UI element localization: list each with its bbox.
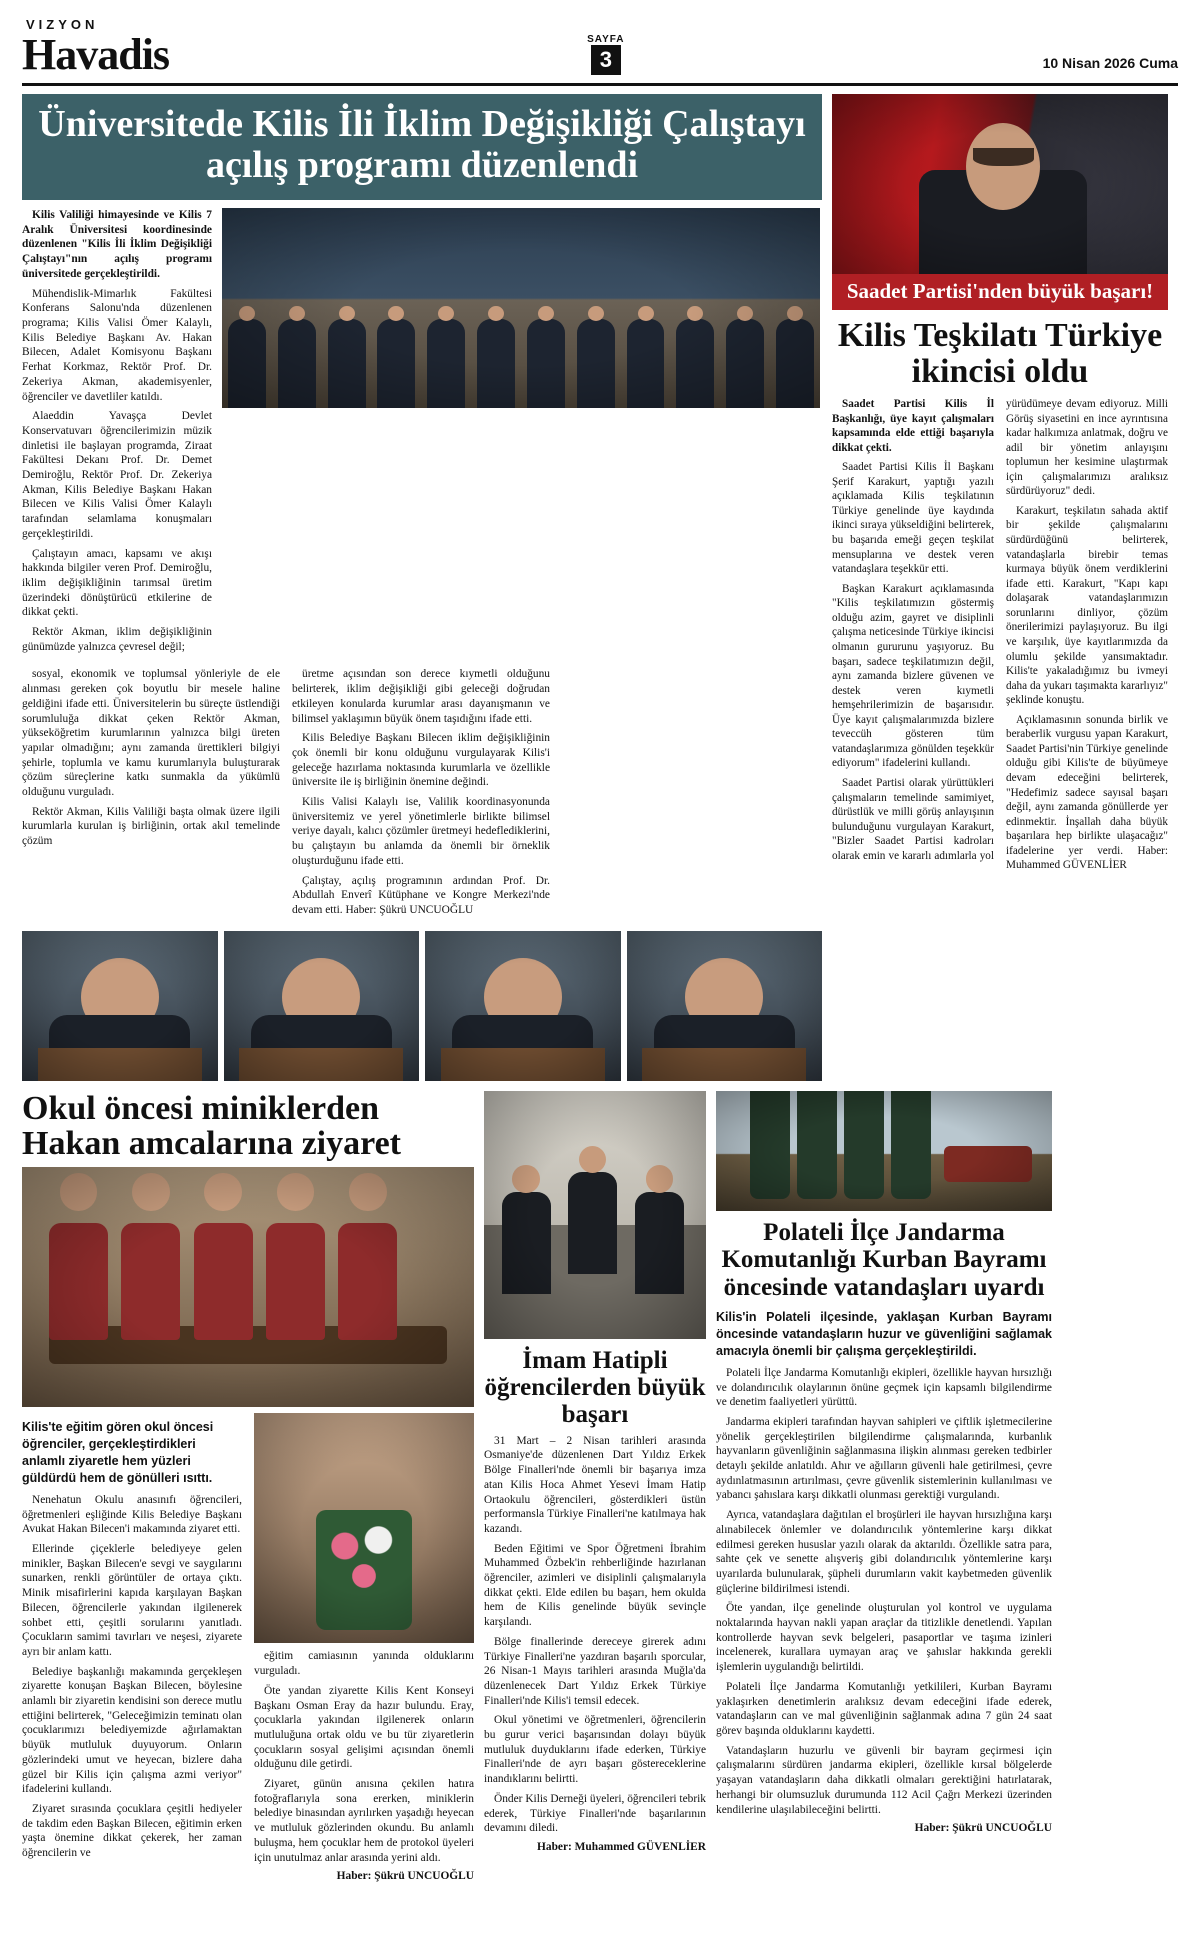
body-paragraph: Bölge finallerinde dereceye girerek adını Türkiye Finalleri'ne yazdıran başarılı sporcular, 26 Nisan-1 Mayıs tarihleri arasında Muğla'da düzenlenecek Dart Yıldız Erkek Türkiye Finalleri'nde Kilis'i temsil edecek.	[484, 1635, 706, 1707]
article-col-3-spacer	[562, 667, 820, 922]
body-paragraph: Çalıştay, açılış programının ardından Prof. Dr. Abdullah Enverî Kütüphane ve Kongre Merkezi'nde devam etti. Haber: Şükrü UNCUOĞLU	[292, 874, 550, 916]
imam-hatip-headline: İmam Hatipli öğrencilerden büyük başarı	[484, 1346, 706, 1428]
speaker-photo	[224, 931, 420, 1081]
body-paragraph: Saadet Partisi Kilis İl Başkanlığı, üye kayıt çalışmaları kapsamında elde ettiği başarıyla dikkat çekti.	[832, 397, 994, 454]
okul-oncesi-col-2	[254, 1413, 474, 1893]
main-article-columns	[22, 667, 822, 922]
article-col-2	[292, 667, 550, 922]
polateli-body	[716, 1309, 1052, 1834]
logo-main-text: Havadis	[22, 30, 170, 79]
body-paragraph: Saadet Partisi Kilis İl Başkanı Şerif Karakurt, yaptığı yazılı açıklamada Kilis teşkilatının Türkiye genelinde üye kaydında ikinci sıraya yükseldiğini belirterek, bu başarıda emeği geçen teşkilat mensuplarına ve destek veren vatandaşlara teşekkür etti.	[832, 461, 994, 576]
okul-oncesi-photo	[22, 1167, 474, 1407]
body-paragraph: Kilis Belediye Başkanı Bilecen iklim değişikliğinin çok önemli bir konu olduğunu vurgulayarak Kilis'i geleceğe hazırlama noktasında kurumlarla ve özellikle üniversite ile iş birliğinin önemine değindi.	[292, 732, 550, 789]
body-paragraph: Ellerinde çiçeklerle belediyeye gelen minikler, Başkan Bilecen'e sevgi ve saygılarını sunarken, renkli görüntüler de ortaya çıktı. Minik misafirlerini kapıda karşılayan Başkan Bilecen, öğrencilerle yakından ilgilenerek sohbet etti, çeşitli sorularını yanıtladı. Çocukların samimi tavırları ve neşesi, ziyarete ayrı bir anlam kattı.	[22, 1543, 242, 1658]
page-content	[22, 94, 1178, 1081]
body-paragraph: Kilis Valisi Kalaylı ise, Valilik koordinasyonunda üniversitemiz ve yerel yönetimlerle birlikte bilimsel veriye dayalı, kalıcı çözümler üretmeyi hedeflediklerini, bu çalıştayın bu anlamda da önemli bir örneklik oluşturduğunu ifade etti.	[292, 796, 550, 867]
body-paragraph: Ziyaret sırasında çocuklara çeşitli hediyeler de takdim eden Başkan Bilecen, eğitimin erken yaşta önemine dikkat çekerek, her zaman öğrencilerin ve	[22, 1802, 242, 1860]
main-article-photo	[222, 208, 820, 408]
okul-oncesi-kicker: Kilis'te eğitim gören okul öncesi öğrenciler, gerçekleştirdikleri anlamlı ziyaretle hem yüzleri güldürdü hem de gönülleri ısıttı.	[22, 1420, 214, 1486]
article-source: Haber: Muhammed GÜVENLİER	[537, 1840, 706, 1853]
body-paragraph: Polateli İlçe Jandarma Komutanlığı ekipleri, özellikle hayvan hırsızlığı ve dolandırıcılık olaylarının önüne geçmek için kapsamlı bilgilendirme ve denetim faaliyetleri yürüttü.	[716, 1366, 1052, 1409]
okul-oncesi-article	[22, 1091, 474, 1894]
publication-date: 10 Nisan 2026 Cuma	[1042, 55, 1178, 71]
speaker-photo-strip	[22, 931, 822, 1081]
left-column	[22, 94, 822, 1081]
polateli-article	[716, 1091, 1052, 1894]
saadet-body	[832, 397, 1168, 873]
speaker-photo	[425, 931, 621, 1081]
saadet-red-band: Saadet Partisi'nden büyük başarı!	[832, 274, 1168, 310]
body-paragraph: Karakurt, teşkilatın sahada aktif bir şekilde çalışmalarını sürdürdüğünü belirterek, vatandaşlarla birebir temas kurmaya büyük önem verdiklerini ifade etti. Karakurt, "Kapı kapı dolaşarak vatandaşlarımızın sorunlarını dinliyor, çözüm önerilerimizi paylaşıyoruz. Bu ilgi ve karşılık, üye kayıtlarımızda da olumlu şekilde yansımaktadır. Kilis'te yakaladığımız bu ivmeyi daha da yukarı taşımakta kararlıyız" şeklinde konuştu.	[1006, 504, 1168, 707]
body-paragraph: Nenehatun Okulu anasınıfı öğrencileri, öğretmenleri eşliğinde Kilis Belediye Başkanı Avukat Hakan Bilecen'i makamında ziyaret etti.	[22, 1493, 242, 1536]
page-number-block	[587, 34, 624, 75]
body-paragraph: Önder Kilis Derneği üyeleri, öğrencileri tebrik ederek, Türkiye Finalleri'nde başarılarının devamını diledi.	[484, 1792, 706, 1835]
lower-section	[22, 1091, 1178, 1894]
lead-text-column	[22, 208, 212, 659]
body-paragraph: Saadet Partisi olarak yürüttükleri çalışmaların temelinde samimiyet, dürüstlük ve milli görüş anlayışının bulunduğunu vurgulayan Karakurt, "Bizler Saadet Partisi kadroları olarak emin ve kararlı adımlarla yol yürüdümeye devam ediyoruz. Milli Görüş siyasetini en ince ayrıntısına kadar halkımıza anlatmak, doğru ve adil bir yönetim anlayışını toplumun her kesimine ulaştırmak için çalışmalarımızı aralıksız sürdürüyoruz" dedi.	[832, 397, 1168, 862]
polateli-kicker: Kilis'in Polateli ilçesinde, yaklaşan Kurban Bayramı öncesinde vatandaşların huzur ve güvenliğini sağlamak amacıyla önemli bir çalışma gerçekleştirildi.	[716, 1310, 1052, 1358]
body-paragraph: Başkan Karakurt açıklamasında "Kilis teşkilatımızın göstermiş olduğu azim, gayret ve disiplinli çalışma neticesinde Türkiye ikincisi olmanın gururunu yaşıyoruz. Bu başarı, sadece teşkilatımızın değil, aynı zamanda bizlere güvenen ve destek veren kıymetli hemşehrilerimizin de başarısıdır. Üye kayıt çalışmalarımızda bizlere teveccüh gösteren tüm vatandaşlarımıza gönülden teşekkür ediyorum" ifadelerini kullandı.	[832, 582, 994, 770]
lead-paragraph: Alaeddin Yavaşça Devlet Konservatuvarı öğrencilerimizin müzik dinletisi ile başlayan programda, Ziraat Fakültesi Dekanı Prof. Dr. Demet Demiroğlu, Rektör Prof. Dr. Zekeriya Akman, Kilis Belediye Başkanı Hakan Bilecen ve Kilis Valisi Ömer Kalaylı tarafından selamlama konuşmaları gerçekleştirildi.	[22, 410, 212, 540]
page-number-value: 3	[591, 45, 621, 75]
page-number-label: SAYFA	[587, 34, 625, 45]
main-headline: Üniversitede Kilis İli İklim Değişikliği Çalıştayı açılış programı düzenlendi	[22, 94, 822, 200]
lead-paragraph: Mühendislik-Mimarlık Fakültesi Konferans Salonu'nda düzenlenen programa; Kilis Valisi Ömer Kalaylı, Kilis Belediye Başkanı Av. Hakan Bilecen, Adalet Komisyonu Başkanı Ferhat Korkmaz, Rektör Prof. Dr. Zekeriya Akman, akademisyenler, öğrenciler ve davetliler katıldı.	[22, 287, 212, 403]
saadet-headline: Kilis Teşkilatı Türkiye ikincisi oldu	[837, 316, 1163, 391]
lead-paragraph: Çalıştayın amacı, kapsamı ve akışı hakkında bilgiler veren Prof. Demiroğlu, iklim değişikliğinin tarımsal üretim üzerindeki dönüştürücü etkilerine de dikkat çekti.	[22, 547, 212, 619]
body-paragraph: Rektör Akman, Kilis Valiliği başta olmak üzere ilgili kurumlarla kurulan iş birliğinin, ortak akıl temelinde çözüm	[22, 805, 280, 848]
body-paragraph: Öte yandan ziyarette Kilis Kent Konseyi Başkanı Osman Eray da hazır bulundu. Eray, çocuklarla yakından ilgilenerek onların mutluluğuna ortak oldu ve bu tür ziyaretlerin çocukların sosyal gelişimi açısından önemli olduğunu dile getirdi.	[254, 1684, 474, 1771]
newspaper-logo	[22, 18, 169, 77]
imam-hatip-photo	[484, 1091, 706, 1339]
article-source: Haber: Şükrü UNCUOĞLU	[914, 1822, 1052, 1835]
logo-top-text: VIZYON	[26, 17, 99, 32]
article-source: Haber: Şükrü UNCUOĞLU	[336, 1870, 474, 1883]
body-paragraph: Polateli İlçe Jandarma Komutanlığı yetkilileri, Kurban Bayramı yaklaşırken denetimlerin aralıksız devam edeceğini ifade ederek, vatandaşların can ve mal güvenliğinin sağlanmak adına 7 gün 24 saat görev başında olduklarını kaydetti.	[716, 1680, 1052, 1737]
body-paragraph: Okul yönetimi ve öğretmenleri, öğrencilerin bu gurur verici başarısından dolayı büyük mutluluk duyduklarını ifade ederken, Türkiye Finalleri'nde de ayrı başarı göstereceklerine inandıklarını belirtti.	[484, 1714, 706, 1786]
body-paragraph: Açıklamasının sonunda birlik ve beraberlik vurgusu yapan Karakurt, Saadet Partisi'nin Türkiye genelinde olduğu gibi Kilis'te de büyümeye devam edeceğini belirterek, "Hedefimiz sadece sayısal başarı değil, aynı zamanda gönüllerde yer edinmektir. İnşallah daha büyük başarılara hep birlikte ulaşacağız" ifadelerine yer verdi. Haber: Muhammed GÜVENLİER	[1006, 713, 1168, 872]
saadet-portrait-photo	[832, 94, 1168, 274]
masthead	[22, 18, 1178, 86]
lead-row	[22, 208, 822, 659]
body-paragraph: Ziyaret, günün anısına çekilen hatıra fotoğraflarıyla sona ererken, miniklerin belediye binasından ayrılırken yaşadığı heyecan ve mutluluk gözlerinden okundu. Bu anlamlı buluşma, hem çocuklar hem de protokol üyeleri için unutulmaz anlar arasında yerini aldı.	[254, 1778, 474, 1864]
body-paragraph: Belediye başkanlığı makamında gerçekleşen ziyarette konuşan Başkan Bilecen, böylesine anlamlı bir ziyaretin kendisini son derece mutlu ettiğini belirterek, "Geleceğimizin teminatı olan çocuklarımızı belediyemizde ağırlamaktan büyük mutluluk duyuyorum. Onların gözlerindeki umut ve heyecan, bizlere daha güzel bir Kilis için çalışma azmi veriyor" ifadelerini kullandı.	[22, 1665, 242, 1796]
body-paragraph: 31 Mart – 2 Nisan tarihleri arasında Osmaniye'de düzenlenen Dart Yıldız Erkek Bölge Finalleri'nde önemli bir başarıya imza atan Kilis Hoca Ahmet Yesevi İmam Hatip Ortaokulu öğrencileri, gösterdikleri üstün performansla Türkiye Finalleri'ne katılmaya hak kazandı.	[484, 1434, 706, 1535]
polateli-headline: Polateli İlçe Jandarma Komutanlığı Kurban Bayramı öncesinde vatandaşları uyardı	[721, 1218, 1047, 1301]
body-paragraph: Ayrıca, vatandaşlara dağıtılan el broşürleri ile hayvan hırsızlığına karşı alınabilecek önlemler ve dolandırıcılık yöntemlerine karşı dikkat edilmesi gereken hususlar yazılı olarak da aktarıldı. Özellikle satra para, sahte çek ve senette alışveriş gibi dolandırıcılık yöntemlerine karşı uyarılarda bulunularak, şüpheli durumların vakit kaybetmeden güvenlik güçlerine bildirilmesi istendi.	[716, 1509, 1052, 1595]
body-paragraph: Öte yandan, ilçe genelinde oluşturulan yol kontrol ve uygulama noktalarında hayvan nakli yapan araçlar da titizlikle denetlendi. Yapılan kontrollerde hayvan sevk belgeleri, pasaportlar ve taşıma izinleri incelenerek, kurallara uymayan araç ve şahıslar hakkında gerekli işlemlerin uygulandığı belirtildi.	[716, 1602, 1052, 1674]
imam-hatip-article	[484, 1091, 706, 1894]
imam-hatip-body	[484, 1434, 706, 1853]
polateli-photo	[716, 1091, 1052, 1211]
lead-paragraph: Rektör Akman, iklim değişikliğinin günümüzde yalnızca çevresel değil;	[22, 626, 212, 653]
body-paragraph: sosyal, ekonomik ve toplumsal yönleriyle de ele alınması gereken çok boyutlu bir mesele haline geldiğini ifade etti. Üniversitelerin bu süreçte üstlendiği sorumluluğa dikkat çeken Rektör Akman, yükseköğretim kurumlarının yalnızca bilgi üreten yapılar olmadığını; aynı zamanda ürettikleri bilgiyi şehirle, toplumla ve kamu kurumlarıyla buluşturarak çözüm süreçlerine katkı sunmakla da yükümlü olduğunu vurguladı.	[22, 668, 280, 799]
speaker-photo	[627, 931, 823, 1081]
article-col-1	[22, 667, 280, 922]
okul-oncesi-col-1	[22, 1413, 242, 1893]
speaker-photo	[22, 931, 218, 1081]
body-paragraph: Vatandaşların huzurlu ve güvenli bir bayram geçirmesi için çalışmalarını sürdüren jandarma ekipleri, özellikle kırsal bölgelerde yaşayan vatandaşların daha dikkatli olmaları gerektiğini hatırlatarak, herhangi bir olumsuzluk durumunda 112 Acil Çağrı Merkezi üzerinden kendilerine ulaşılabileceğini belirtti.	[716, 1744, 1052, 1816]
right-column	[832, 94, 1168, 1081]
body-paragraph: eğitim camiasının yanında olduklarını vurguladı.	[254, 1650, 474, 1678]
body-paragraph: üretme açısından son derece kıymetli olduğunu belirterek, iklim değişikliği gibi geleceği doğrudan etkileyen konularda kurumlar arası dayanışmanın ve bilimsel yaklaşımın büyük önem taşıdığını ifade etti.	[292, 668, 550, 725]
okul-oncesi-photo-2	[254, 1413, 474, 1643]
body-paragraph: Jandarma ekipleri tarafından hayvan sahipleri ve çiftlik işletmecilerine yönelik gerçekleştirilen bilgilendirme çalışmalarında, kurbanlık hayvanların güvenliğinin sağlanmasına ilişkin alınması gereken tedbirler detaylı şekilde anlatıldı. Ahır ve ağılların güvenli hale getirilmesi, çevre aydınlatmasının artırılması, çevre güvenlik sistemlerinin kullanılması ve yabancı şahıslara karşı dikkatli olunması gerektiği vurgulandı.	[716, 1415, 1052, 1502]
lead-paragraph: Kilis Valiliği himayesinde ve Kilis 7 Aralık Üniversitesi koordinesinde düzenlenen "Kilis İli İklim Değişikliği Çalıştayı"nın açılış programı üniversitede gerçekleştirildi.	[22, 209, 212, 280]
okul-oncesi-headline: Okul öncesi miniklerden Hakan amcalarına ziyaret	[22, 1089, 401, 1163]
body-paragraph: Beden Eğitimi ve Spor Öğretmeni İbrahim Muhammed Özbek'in rehberliğinde hazırlanan öğrenciler, azimleri ve disiplinli çalışmalarıyla dikkat çekti. Elde edilen bu başarı, hem okulda hem de Kilis genelinde büyük sevinçle karşılandı.	[484, 1542, 706, 1629]
